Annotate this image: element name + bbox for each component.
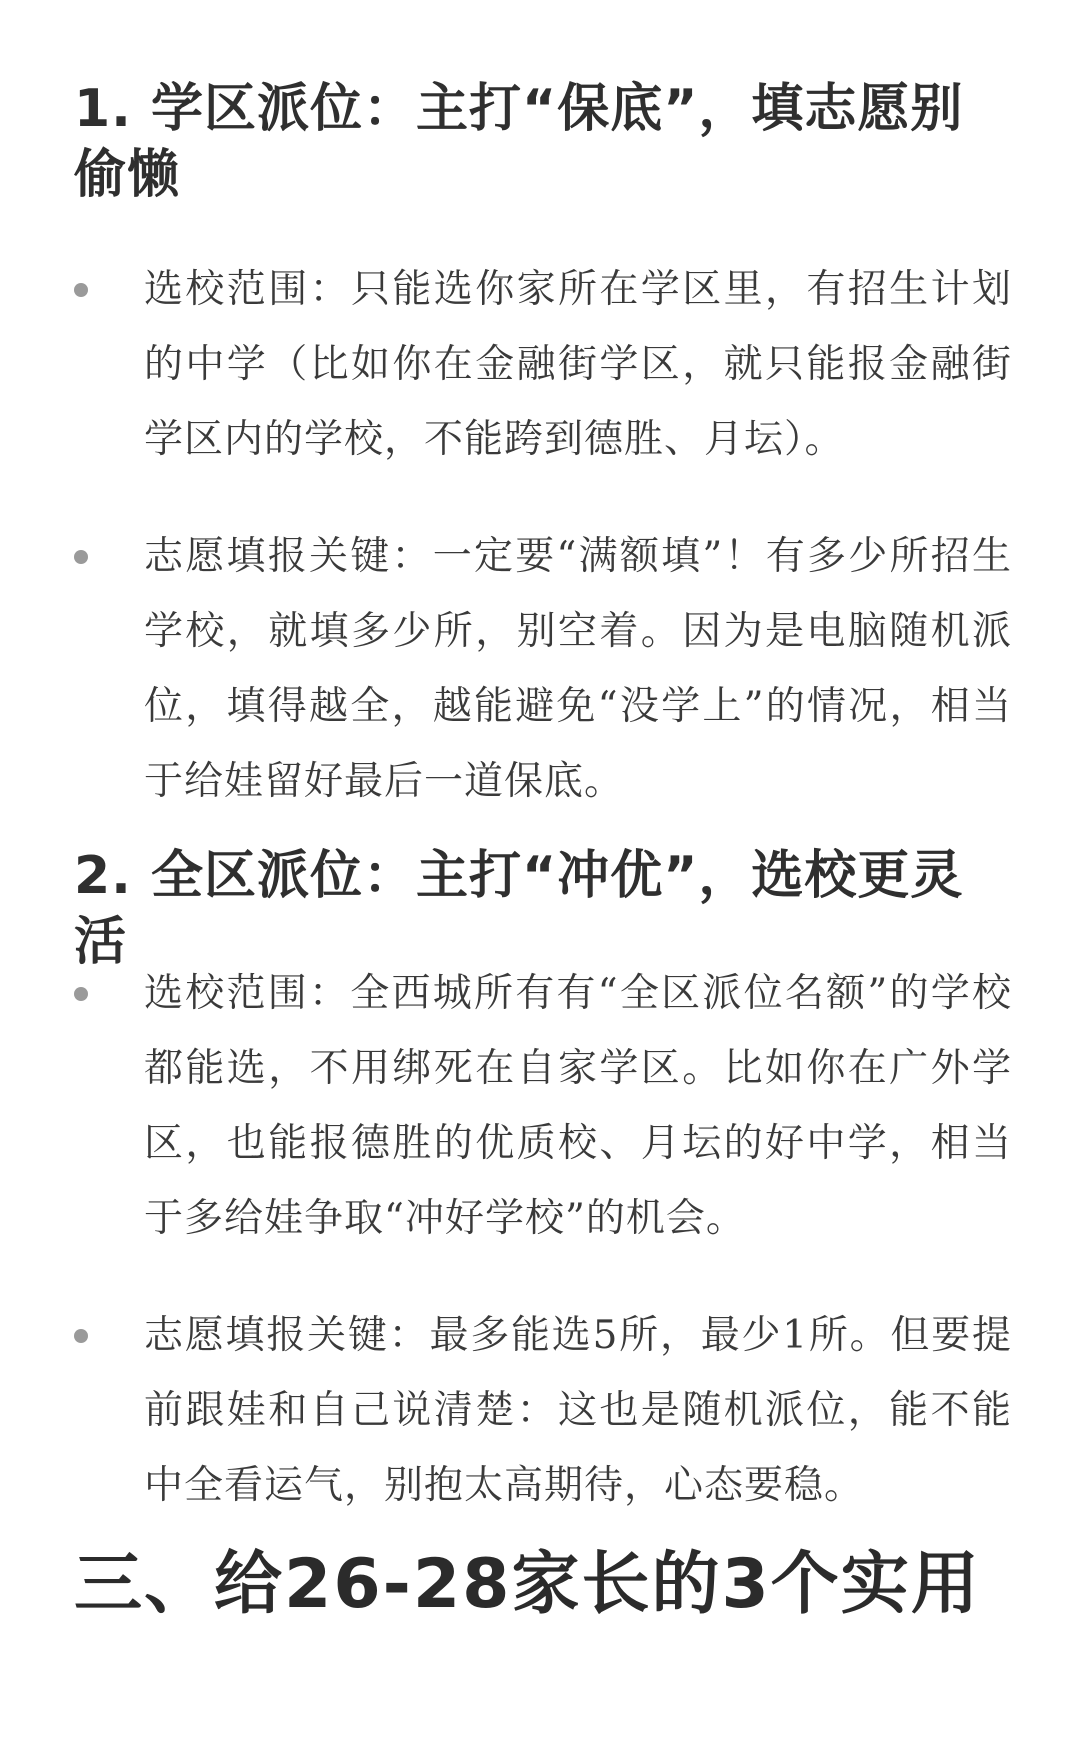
list-item-text: 选校范围：全西城所有有“全区派位名额”的学校都能选，不用绑死在自家学区。比如你在广外学区，也能报德胜的优质校、月坛的好中学，相当于多给娃争取“冲好学校”的机会。 bbox=[144, 971, 1012, 1241]
list-item-text: 志愿填报关键：一定要“满额填”！有多少所招生学校，就填多少所，别空着。因为是电脑随机派位，填得越全，越能避免“没学上”的情况，相当于给娃留好最后一道保底。 bbox=[144, 534, 1012, 804]
list-item bbox=[0, 956, 1080, 1256]
list-item bbox=[0, 519, 1080, 819]
list-item bbox=[0, 252, 1080, 477]
bullet-icon bbox=[74, 283, 88, 297]
bullet-icon bbox=[74, 1329, 88, 1343]
section-heading-practical-tips: 三、给26-28家长的3个实用 bbox=[74, 1545, 981, 1624]
list-item bbox=[0, 1298, 1080, 1523]
section-1-list bbox=[0, 252, 1080, 861]
list-item-text: 志愿填报关键：最多能选5所，最少1所。但要提前跟娃和自己说清楚：这也是随机派位，能不能中全看运气，别抱太高期待，心态要稳。 bbox=[144, 1313, 1012, 1508]
bullet-icon bbox=[74, 550, 88, 564]
section-heading-district-wide-lottery: 2. 全区派位：主打“冲优”，选校更灵活 bbox=[74, 846, 964, 972]
list-item-text: 选校范围：只能选你家所在学区里，有招生计划的中学（比如你在金融街学区，就只能报金融街学区内的学校，不能跨到德胜、月坛）。 bbox=[144, 267, 1012, 462]
section-heading-school-district-lottery: 1. 学区派位：主打“保底”，填志愿别偷懒 bbox=[74, 79, 964, 205]
section-2-list bbox=[0, 956, 1080, 1565]
bullet-icon bbox=[74, 987, 88, 1001]
